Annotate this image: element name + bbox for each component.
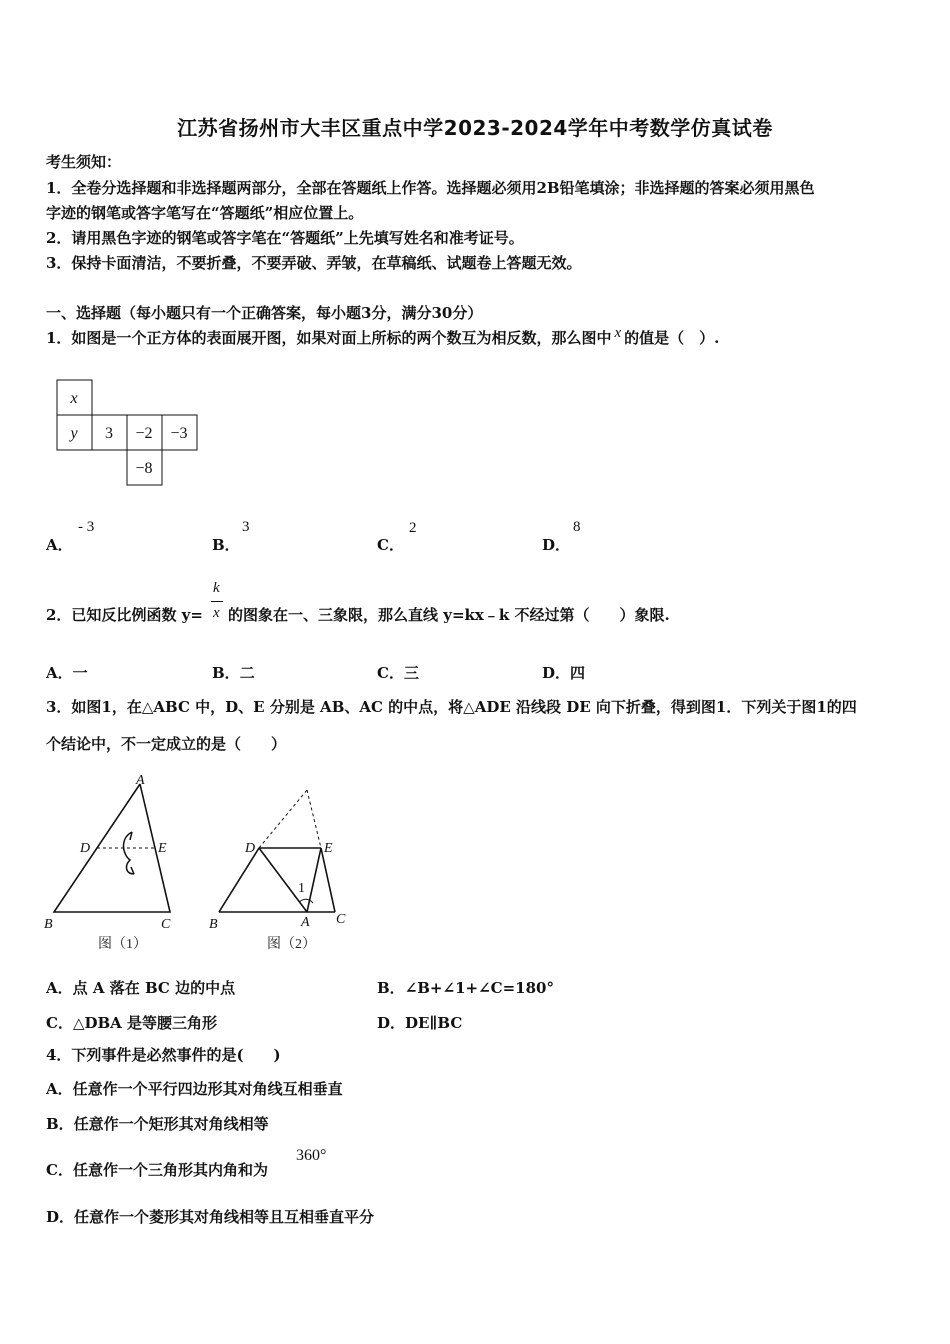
q3-option-c-label: C． — [46, 1014, 73, 1032]
fig2-label-1: 1 — [298, 881, 305, 896]
fig1-label-e: E — [158, 841, 167, 856]
fig2-label-b: B — [209, 917, 218, 932]
q1-option-c-value: 2 — [409, 520, 417, 536]
fig1-caption: 图（1） — [98, 937, 147, 952]
q2-option-b — [212, 662, 255, 683]
fig1-fold-arrow-icon — [124, 832, 135, 874]
q1-option-b-value: 3 — [242, 519, 250, 535]
q2-option-a-label: A． — [46, 664, 73, 682]
q3-option-d-value: DE∥BC — [405, 1014, 463, 1032]
fig1-label-d: D — [80, 841, 91, 856]
fig2-line-ea — [307, 848, 321, 912]
q3-option-b-value: ∠B+∠1+∠C=180° — [404, 979, 554, 997]
q1-option-c-label: C． — [377, 536, 404, 554]
q4-option-c-value: 360° — [296, 1147, 327, 1164]
fig2-line-ec — [321, 848, 335, 912]
fig2-label-e: E — [324, 841, 333, 856]
q1-option-a-value: - 3 — [78, 519, 95, 535]
fig2-line-db — [219, 848, 259, 912]
cube-net-figure — [52, 376, 202, 488]
section-heading: 一、选择题（每小题只有一个正确答案，每小题3分，满分30分） — [46, 304, 483, 322]
q4-option-a: A．任意作一个平行四边形其对角线互相垂直 — [46, 1080, 343, 1098]
q2-option-a — [46, 662, 88, 683]
q1-option-a-label: A． — [46, 536, 73, 554]
fig2-angle-arc — [299, 899, 313, 903]
fig2-dashed-left — [259, 790, 307, 848]
fig2-dashed-right — [307, 790, 321, 848]
q2-option-d-value: 四 — [570, 664, 586, 682]
notice-line-2: 2．请用黑色字迹的钢笔或答字笔在“答题纸”上先填写姓名和准考证号。 — [46, 229, 524, 247]
q2-stem-part-a: 2．已知反比例函数 y= — [46, 606, 203, 624]
fig2-label-a: A — [301, 915, 310, 930]
q3-option-b-label: B． — [377, 979, 405, 997]
q1-option-b-label: B． — [212, 536, 240, 554]
notice-line-3: 3．保持卡面清洁，不要折叠，不要弄破、弄皱，在草稿纸、试题卷上答题无效。 — [46, 254, 582, 272]
q1-stem-part-a: 1．如图是一个正方体的表面展开图，如果对面上所标的两个数互为相反数，那么图中 — [46, 329, 612, 347]
q2-option-c — [377, 662, 419, 683]
q2-fraction-denominator: x — [213, 605, 220, 621]
fig2-caption: 图（2） — [267, 937, 316, 952]
net-label-minus8: −8 — [135, 460, 153, 477]
q2-option-d-label: D． — [542, 664, 571, 682]
q4-option-d: D．任意作一个菱形其对角线相等且互相垂直平分 — [46, 1208, 375, 1226]
notice-line-1a: 1．全卷分选择题和非选择题两部分，全部在答题纸上作答。选择题必须用2B铅笔填涂；非选择题的答案必须用黑色 — [46, 179, 815, 197]
q2-option-c-value: 三 — [403, 664, 419, 682]
q2-stem-part-b: 的图象在一、三象限，那么直线 y=kx﹣k 不经过第（ ）象限. — [228, 606, 670, 624]
q3-option-d — [377, 1012, 462, 1033]
fig1-label-b: B — [44, 917, 53, 932]
fig2-label-c: C — [336, 912, 346, 927]
q1-stem — [46, 325, 720, 349]
q3-option-a-value: 点 A 落在 BC 边的中点 — [72, 979, 236, 997]
q1-option-d-label: D． — [542, 536, 571, 554]
notice-heading: 考生须知： — [46, 153, 122, 171]
net-label-minus3: −3 — [170, 425, 188, 442]
q3-stem-line-1: 3．如图1，在△ABC 中，D、E 分别是 AB、AC 的中点，将△ADE 沿线段 DE 向下折叠，得到图1．下列关于图1的四 — [46, 698, 857, 716]
q3-figure-2 — [205, 770, 355, 960]
q3-option-a — [46, 977, 235, 998]
q3-option-b — [377, 977, 554, 998]
q2-option-a-value: 一 — [72, 664, 88, 682]
q2-option-b-label: B． — [212, 664, 240, 682]
q2-option-c-label: C． — [377, 664, 404, 682]
q2-option-b-value: 二 — [239, 664, 255, 682]
q2-option-d — [542, 662, 585, 683]
fig2-label-d: D — [245, 841, 256, 856]
q4-option-c: C．任意作一个三角形其内角和为 — [46, 1161, 268, 1179]
fig1-label-c: C — [161, 917, 171, 932]
q3-option-d-label: D． — [377, 1014, 406, 1032]
net-label-x: x — [70, 390, 78, 407]
q4-stem: 4．下列事件是必然事件的是( ) — [46, 1046, 281, 1064]
q3-figure-1 — [40, 770, 190, 960]
fig2-line-da — [259, 848, 307, 912]
fig1-label-a: A — [136, 773, 145, 788]
q1-stem-variable: x — [614, 325, 622, 341]
notice-line-1b: 字迹的钢笔或答字笔写在“答题纸”相应位置上。 — [46, 204, 364, 222]
net-label-3: 3 — [105, 425, 113, 442]
net-label-y: y — [70, 425, 78, 442]
q3-option-a-label: A． — [46, 979, 73, 997]
net-label-minus2: −2 — [135, 425, 153, 442]
q4-option-b: B．任意作一个矩形其对角线相等 — [46, 1115, 269, 1133]
q2-fraction-numerator: k — [213, 580, 220, 596]
q2-fraction-bar — [211, 601, 223, 602]
q3-option-c — [46, 1012, 217, 1033]
q3-option-c-value: △DBA 是等腰三角形 — [72, 1014, 218, 1032]
q3-stem-line-2: 个结论中，不一定成立的是（ ） — [46, 735, 287, 753]
q1-stem-part-b: 的值是（ ）. — [624, 329, 720, 347]
q1-option-d-value: 8 — [573, 519, 581, 535]
exam-title: 江苏省扬州市大丰区重点中学2023-2024学年中考数学仿真试卷 — [177, 116, 773, 140]
